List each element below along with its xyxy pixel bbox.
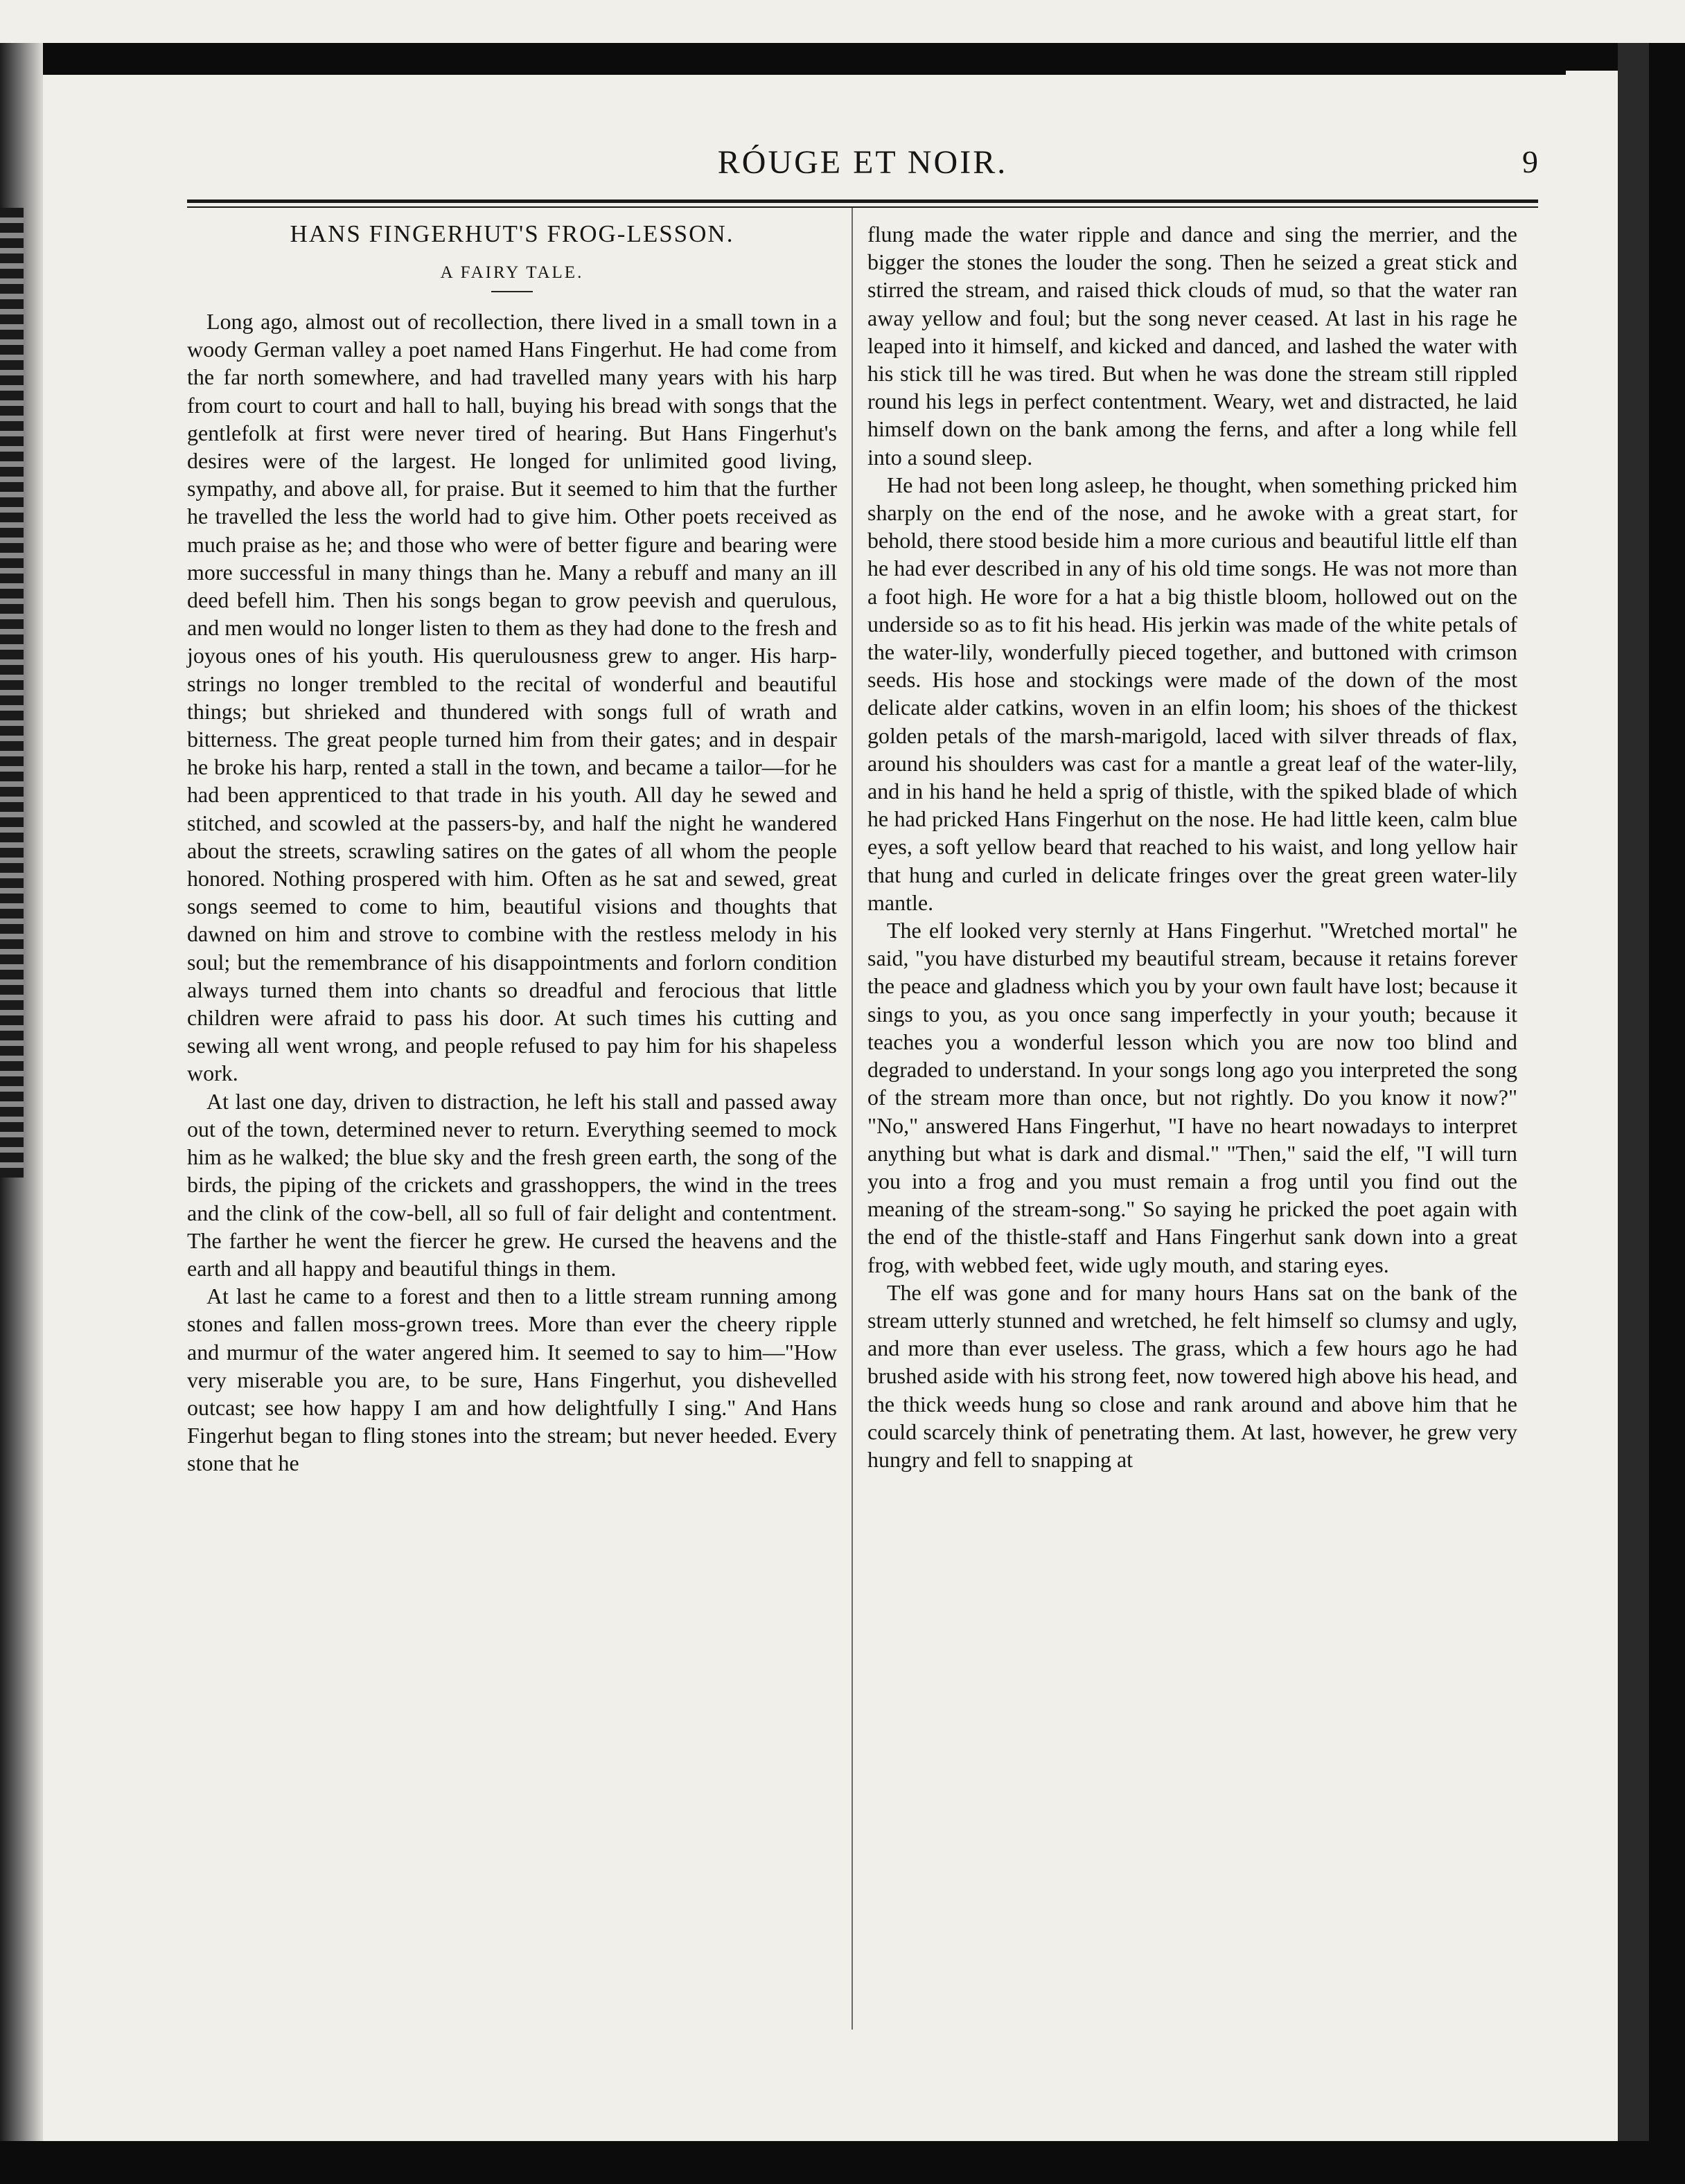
left-column [187,220,837,1477]
right-column [867,220,1517,1473]
paragraph: The elf was gone and for many hours Hans sat on the bank of the stream utterly stunned and wretched, he felt himself so clumsy and ugly, and more than ever useless. The grass, which a few hours ago he had brushed aside with his strong feet, now towered high above his head, and the thick weeds hung so close and rank around and above him that he could scarcely think of penetrating them. At last, however, he grew very hungry and fell to snapping at [867,1279,1517,1472]
paragraph: Long ago, almost out of recollection, there lived in a small town in a woody German valley a poet named Hans Fingerhut. He had come from the far north somewhere, and had travelled many years with his harp from court to court and hall to hall, buying his bread with songs that the gentlefolk at first were never tired of hearing. But Hans Fingerhut's desires were of the largest. He longed for unlimited good living, sympathy, and above all, for praise. But it seemed to him that the further he travelled the less the world had to give him. Other poets received as much praise as he; and those who were of better figure and bearing were more successful in many things than he. Many a rebuff and many an ill deed befell him. Then his songs began to grow peevish and querulous, and men would no longer listen to them as they had done to the fresh and joyous ones of his youth. His querulousness grew to anger. His harp-strings no longer trembled to the recital of wonderful and beautiful things; but shrieked and thundered with songs full of wrath and bitterness. The great people turned him from their gates; and in despair he broke his harp, rented a stall in the town, and became a tailor—for he had been apprenticed to that trade in his youth. All day he sewed and stitched, and scowled at the passers-by, and half the night he wandered about the streets, scrawling satires on the gates of all whom the people honored. Nothing prospered with him. Often as he sat and sewed, great songs seemed to come to him, beautiful visions and thoughts that dawned on him and strove to combine with the restless melody in his soul; but the remembrance of his disappointments and forlorn condition always turned them into chants so dreadful and ferocious that little children were afraid to pass his door. At such times his cutting and sewing all went wrong, and people refused to pay him for his shapeless work. [187,309,837,1086]
scan-border-top-line [42,69,1566,75]
column-divider [852,208,853,2030]
scan-border-top [0,43,1685,71]
running-header [187,143,1538,192]
page-number: 9 [1522,144,1538,179]
paragraph: The elf looked very sternly at Hans Fingerhut. "Wretched mortal" he said, "you have disturbed my beautiful stream, because it retains forever the peace and gladness which you by your own fault have lost; because it sings to you, as you once sang imperfectly in your youth; because it teaches you a wonderful lesson which you are now too blind and degraded to understand. In your songs long ago you interpreted the song of the stream more than once, but not rightly. Do you know it now?" "No," answered Hans Fingerhut, "I have no heart nowadays to interpret anything but what is dark and dismal." "Then," said the elf, "I will turn you into a frog and you must remain a frog until you find out the meaning of the stream-song." So saying he pricked the poet again with the end of the thistle-staff and Hans Fingerhut sank down into a great frog, with webbed feet, wide ugly mouth, and staring eyes. [867,918,1517,1277]
scan-binding-marks [0,208,24,1178]
scan-border-right-shadow [1618,43,1649,2156]
paragraph: At last one day, driven to distraction, he left his stall and passed away out of the town, determined never to return. Everything seemed to mock him as he walked; the blue sky and the fresh green earth, the song of the birds, the piping of the crickets and grasshoppers, the wind in the trees and the clink of the cow-bell, all so full of fair delight and contentment. The farther he went the fiercer he grew. He cursed the heavens and the earth and all happy and beautiful things in them. [187,1088,837,1281]
paragraph: At last he came to a forest and then to a little stream running among stones and fallen moss-grown trees. More than ever the cheery ripple and murmur of the water angered him. It seemed to say to him—"How very miserable you are, to be sure, Hans Fingerhut, you dishevelled outcast; see how happy I am and how delightfully I sing." And Hans Fingerhut began to fling stones into the stream; but never heeded. Every stone that he [187,1284,837,1476]
paragraph: He had not been long asleep, he thought, when something pricked him sharply on the end of the nose, and he awoke with a great start, for behold, there stood beside him a more curious and beautiful little elf than he had ever described in any of his old time songs. He was not more than a foot high. He wore for a hat a big thistle bloom, hollowed out on the underside so as to fit his head. His jerkin was made of the white petals of the water-lily, wonderfully pieced together, and buttoned with crimson seeds. His hose and stockings were made of the down of the most delicate alder catkins, woven in an elfin loom; his shoes of the thickest golden petals of the marsh-marigold, laced with silver threads of flax, around his shoulders was cast for a mantle a great leaf of the water-lily, and in his hand he held a sprig of thistle, with the spiked blade of which he had pricked Hans Fingerhut on the nose. He had little keen, calm blue eyes, a soft yellow beard that reached to his waist, and long yellow hair that hung and curled in delicate fringes over the great green water-lily mantle. [867,472,1517,915]
running-title: RÓUGE ET NOIR. [717,144,1008,181]
story-subtitle: A FAIRY TALE. [440,263,584,282]
header-rule-thin [187,206,1538,208]
scan-border-right [1649,43,1685,2184]
scan-border-bottom [0,2141,1685,2184]
paragraph-continued: flung made the water ripple and dance and sing the merrier, and the bigger the stones the louder the song. Then he seized a great stick and stirred the stream, and raised thick clouds of mud, so that the water ran away yellow and foul; but the song never ceased. At last in his rage he leaped into it himself, and kicked and danced, and lashed the water with his stick till he was tired. But when he was done the stream still rippled round his legs in perfect contentment. Weary, wet and distracted, he laid himself down on the bank among the ferns, and after a long while fell into a sound sleep. [867,222,1517,470]
title-separator [491,291,533,292]
story-title: HANS FINGERHUT'S FROG-LESSON. [290,220,734,247]
header-rule-thick [187,199,1538,203]
